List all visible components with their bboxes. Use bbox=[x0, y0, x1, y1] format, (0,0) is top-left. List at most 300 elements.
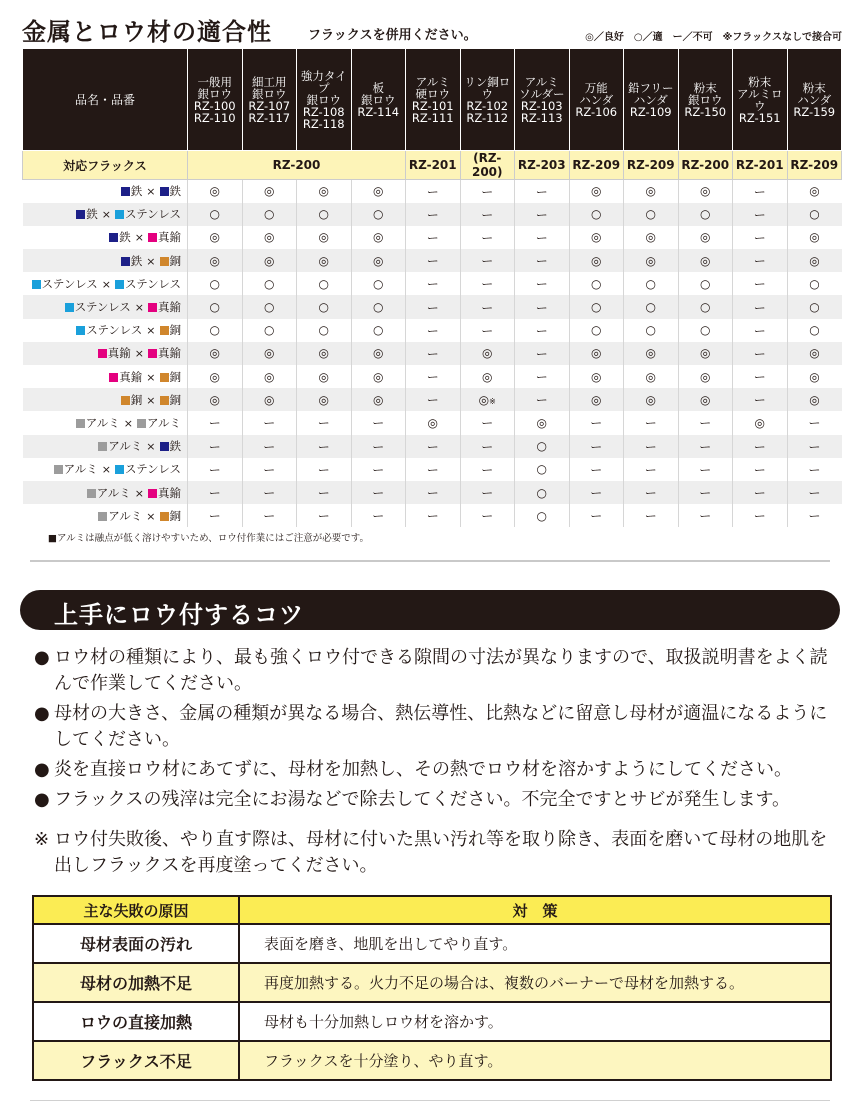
flux-cell: RZ-209 bbox=[787, 151, 842, 180]
compat-mark: ○ bbox=[242, 319, 297, 342]
compat-mark: ◎ bbox=[297, 180, 352, 203]
product-column-header: アルミ ソルダー RZ-103 RZ-113 bbox=[515, 49, 570, 151]
note-star: ※ bbox=[489, 396, 496, 406]
compat-mark: ◎ bbox=[242, 226, 297, 249]
product-column-header: 鉛フリー ハンダ RZ-109 bbox=[624, 49, 679, 151]
flux-cell: RZ-200 bbox=[188, 151, 406, 180]
compat-mark: ◎ bbox=[188, 180, 243, 203]
material-color-swatch bbox=[121, 396, 130, 405]
compat-mark: ー bbox=[297, 504, 352, 527]
compat-mark: ー bbox=[406, 319, 461, 342]
compat-mark: ○ bbox=[242, 203, 297, 226]
compat-mark: ー bbox=[678, 411, 733, 434]
product-column-header: 細工用 銀ロウ RZ-107 RZ-117 bbox=[242, 49, 297, 151]
material-name: 銅 bbox=[169, 392, 181, 407]
compat-mark: ◎ bbox=[569, 226, 624, 249]
compat-mark: ○ bbox=[515, 435, 570, 458]
material-pair bbox=[23, 388, 188, 411]
material-name: アルミ bbox=[108, 439, 143, 454]
cross-separator: × bbox=[146, 440, 156, 454]
material-name: 真鍮 bbox=[158, 346, 181, 361]
compat-mark: ◎ bbox=[188, 226, 243, 249]
material-color-swatch bbox=[148, 349, 157, 358]
bullet-icon: ● bbox=[34, 759, 50, 780]
compat-mark: ー bbox=[351, 458, 406, 481]
cross-separator: × bbox=[146, 185, 156, 199]
material-color-swatch bbox=[160, 257, 169, 266]
compat-mark: ◎ bbox=[569, 388, 624, 411]
compat-mark: ◎※ bbox=[460, 388, 515, 411]
compat-mark: ◎ bbox=[297, 388, 352, 411]
material-color-swatch bbox=[115, 280, 124, 289]
compat-mark: ○ bbox=[351, 272, 406, 295]
material-name: ステンレス bbox=[124, 207, 181, 222]
material-pair bbox=[23, 411, 188, 434]
cross-separator: × bbox=[146, 370, 156, 384]
compat-mark: ○ bbox=[787, 272, 842, 295]
compat-mark: ー bbox=[406, 504, 461, 527]
material-color-swatch bbox=[160, 326, 169, 335]
flux-cell: RZ-201 bbox=[733, 151, 788, 180]
fix-cell: フラックスを十分塗り、やり直す。 bbox=[239, 1041, 831, 1080]
compat-mark: ◎ bbox=[242, 180, 297, 203]
material-name: 真鍮 bbox=[158, 230, 181, 245]
cross-separator: × bbox=[101, 463, 111, 477]
flux-label: 対応フラックス bbox=[23, 151, 188, 180]
compat-mark: ー bbox=[624, 435, 679, 458]
compat-mark: ー bbox=[624, 481, 679, 504]
cross-separator: × bbox=[101, 277, 111, 291]
compat-mark: ー bbox=[406, 249, 461, 272]
material-pair bbox=[23, 481, 188, 504]
material-name: 銅 bbox=[169, 508, 181, 523]
compat-mark: ー bbox=[787, 435, 842, 458]
compat-mark: ー bbox=[624, 504, 679, 527]
compat-mark: ー bbox=[188, 504, 243, 527]
material-name: 鉄 bbox=[169, 184, 181, 199]
compat-mark: ◎ bbox=[297, 226, 352, 249]
cross-separator: × bbox=[146, 254, 156, 268]
material-name: 銅 bbox=[169, 323, 181, 338]
flux-cell: RZ-209 bbox=[624, 151, 679, 180]
cross-separator: × bbox=[134, 231, 144, 245]
product-column-header: 一般用 銀ロウ RZ-100 RZ-110 bbox=[188, 49, 243, 151]
compat-mark: ー bbox=[188, 411, 243, 434]
material-name: アルミ bbox=[96, 485, 131, 500]
note-mark: ※ bbox=[34, 829, 50, 850]
compat-mark: ◎ bbox=[515, 411, 570, 434]
cross-separator: × bbox=[134, 347, 144, 361]
compat-mark: ○ bbox=[569, 272, 624, 295]
product-name-header: 品名・品番 bbox=[23, 49, 188, 151]
compat-mark: ー bbox=[733, 249, 788, 272]
compat-mark: ー bbox=[569, 435, 624, 458]
compat-mark: ー bbox=[733, 388, 788, 411]
cross-separator: × bbox=[146, 393, 156, 407]
compat-mark: ○ bbox=[188, 272, 243, 295]
compat-mark: ー bbox=[460, 481, 515, 504]
table-row bbox=[23, 249, 842, 272]
compat-mark: ◎ bbox=[787, 342, 842, 365]
table-row bbox=[23, 481, 842, 504]
compat-mark: ○ bbox=[624, 295, 679, 318]
compat-mark: ー bbox=[297, 435, 352, 458]
compat-mark: ◎ bbox=[188, 249, 243, 272]
compat-mark: ◎ bbox=[678, 180, 733, 203]
compat-mark: ー bbox=[460, 249, 515, 272]
tip-item bbox=[34, 787, 834, 813]
table-row bbox=[23, 504, 842, 527]
compat-mark: ー bbox=[297, 481, 352, 504]
material-name: 鉄 bbox=[130, 253, 143, 268]
product-column-header: 万能 ハンダ RZ-106 bbox=[569, 49, 624, 151]
compat-mark: ー bbox=[242, 481, 297, 504]
compat-mark: ー bbox=[515, 203, 570, 226]
material-color-swatch bbox=[98, 442, 107, 451]
aluminum-footnote: ■アルミは融点が低く溶けやすいため、ロウ付作業にはご注意が必要です。 bbox=[48, 533, 369, 544]
material-name: 銅 bbox=[130, 392, 143, 407]
compat-mark: ◎ bbox=[569, 249, 624, 272]
compat-mark: ー bbox=[460, 435, 515, 458]
compat-mark: ◎ bbox=[242, 388, 297, 411]
bottom-divider bbox=[30, 1100, 830, 1101]
compat-mark: ○ bbox=[351, 203, 406, 226]
material-name: ステンレス bbox=[124, 276, 181, 291]
compat-mark: ー bbox=[242, 411, 297, 434]
compat-mark: ー bbox=[297, 458, 352, 481]
material-name: 鉄 bbox=[86, 207, 98, 222]
compat-mark: ー bbox=[460, 411, 515, 434]
flux-cell: RZ-201 bbox=[406, 151, 461, 180]
compat-mark: ー bbox=[515, 295, 570, 318]
material-color-swatch bbox=[160, 396, 169, 405]
compat-mark: ー bbox=[787, 458, 842, 481]
compat-mark: ◎ bbox=[624, 249, 679, 272]
material-color-swatch bbox=[76, 326, 85, 335]
compat-mark: ◎ bbox=[678, 388, 733, 411]
compat-mark: ー bbox=[242, 504, 297, 527]
tips-list bbox=[34, 645, 834, 883]
compat-mark: ◎ bbox=[787, 226, 842, 249]
compat-mark: ○ bbox=[678, 203, 733, 226]
compat-mark: ー bbox=[733, 180, 788, 203]
compat-mark: ◎ bbox=[569, 365, 624, 388]
compat-mark: ◎ bbox=[678, 249, 733, 272]
compat-mark: ー bbox=[351, 435, 406, 458]
flux-cell: RZ-203 bbox=[515, 151, 570, 180]
compat-mark: ー bbox=[733, 203, 788, 226]
material-color-swatch bbox=[160, 373, 169, 382]
compat-mark: ◎ bbox=[569, 342, 624, 365]
product-column-header: 粉末 ハンダ RZ-159 bbox=[787, 49, 842, 151]
tips-heading-bar bbox=[20, 590, 840, 630]
compat-mark: ー bbox=[733, 504, 788, 527]
compat-mark: ー bbox=[406, 388, 461, 411]
material-color-swatch bbox=[160, 512, 169, 521]
table-row bbox=[23, 295, 842, 318]
note-text: ロウ付失敗後、やり直す際は、母材に付いた黒い汚れ等を取り除き、表面を磨いて母材の地肌を出しフラックスを再度塗ってください。 bbox=[54, 829, 828, 876]
table-row bbox=[23, 342, 842, 365]
tip-item bbox=[34, 701, 834, 753]
compat-mark: ○ bbox=[297, 203, 352, 226]
flux-cell: RZ-200 bbox=[678, 151, 733, 180]
cause-cell: ロウの直接加熱 bbox=[33, 1002, 239, 1041]
compat-mark: ◎ bbox=[787, 180, 842, 203]
compat-mark: ◎ bbox=[733, 411, 788, 434]
material-color-swatch bbox=[76, 419, 85, 428]
material-name: 真鍮 bbox=[158, 485, 181, 500]
compat-mark: ◎ bbox=[297, 365, 352, 388]
table-row bbox=[23, 365, 842, 388]
material-name: ステンレス bbox=[74, 300, 131, 315]
material-pair bbox=[23, 249, 188, 272]
material-color-swatch bbox=[148, 303, 157, 312]
material-name: ステンレス bbox=[86, 323, 143, 338]
compat-mark: ◎ bbox=[297, 342, 352, 365]
compat-mark: ○ bbox=[351, 319, 406, 342]
cause-cell: 母材の加熱不足 bbox=[33, 963, 239, 1002]
compat-mark: ー bbox=[733, 435, 788, 458]
compat-mark: ー bbox=[733, 481, 788, 504]
material-name: 鉄 bbox=[119, 230, 131, 245]
product-column-header: リン銅ロウ RZ-102 RZ-112 bbox=[460, 49, 515, 151]
compat-mark: ○ bbox=[297, 295, 352, 318]
material-pair bbox=[23, 226, 188, 249]
compat-mark: ◎ bbox=[678, 226, 733, 249]
compat-mark: ○ bbox=[624, 203, 679, 226]
product-column-header: 粉末 銀ロウ RZ-150 bbox=[678, 49, 733, 151]
material-pair bbox=[23, 458, 188, 481]
material-pair bbox=[23, 272, 188, 295]
compat-mark: ー bbox=[569, 411, 624, 434]
compat-mark: ○ bbox=[787, 319, 842, 342]
compat-mark: ー bbox=[515, 272, 570, 295]
compat-mark: ◎ bbox=[242, 342, 297, 365]
material-color-swatch bbox=[121, 187, 130, 196]
compat-mark: ー bbox=[460, 226, 515, 249]
compat-mark: ー bbox=[569, 504, 624, 527]
material-color-swatch bbox=[160, 442, 169, 451]
symbol-legend: ◎／良好 ○／適 ー／不可 ※フラックスなしで接合可 bbox=[585, 32, 842, 43]
material-color-swatch bbox=[137, 419, 146, 428]
compat-mark: ー bbox=[515, 365, 570, 388]
cross-separator: × bbox=[123, 416, 133, 430]
retry-note bbox=[34, 827, 834, 879]
compat-mark: ー bbox=[515, 249, 570, 272]
material-name: 鉄 bbox=[169, 439, 181, 454]
compat-mark: ー bbox=[188, 481, 243, 504]
compat-mark: ◎ bbox=[351, 180, 406, 203]
material-name: 真鍮 bbox=[107, 346, 131, 361]
tip-text: フラックスの残滓は完全にお湯などで除去してください。不完全ですとサビが発生します。 bbox=[54, 789, 791, 810]
compat-mark: ー bbox=[460, 504, 515, 527]
material-color-swatch bbox=[32, 280, 41, 289]
compat-mark: ー bbox=[733, 365, 788, 388]
table-row bbox=[23, 411, 842, 434]
compat-mark: ー bbox=[515, 342, 570, 365]
bullet-icon: ● bbox=[34, 647, 50, 668]
table-row bbox=[23, 319, 842, 342]
compat-mark: ー bbox=[569, 481, 624, 504]
table-row bbox=[23, 388, 842, 411]
compat-mark: ◎ bbox=[351, 342, 406, 365]
compat-mark: ー bbox=[297, 411, 352, 434]
compat-mark: ー bbox=[569, 458, 624, 481]
compat-mark: ー bbox=[406, 180, 461, 203]
compat-mark: ー bbox=[515, 180, 570, 203]
compat-mark: ー bbox=[678, 504, 733, 527]
compat-mark: ー bbox=[733, 295, 788, 318]
table-row bbox=[23, 272, 842, 295]
compat-mark: ー bbox=[678, 435, 733, 458]
compat-mark: ◎ bbox=[460, 342, 515, 365]
material-pair bbox=[23, 342, 188, 365]
compat-mark: ○ bbox=[351, 295, 406, 318]
fix-header: 対 策 bbox=[239, 896, 831, 924]
compat-mark: ○ bbox=[188, 319, 243, 342]
material-color-swatch bbox=[65, 303, 74, 312]
compat-mark: ー bbox=[351, 411, 406, 434]
material-color-swatch bbox=[148, 489, 157, 498]
material-name: ステンレス bbox=[124, 462, 181, 477]
table-row bbox=[23, 203, 842, 226]
compat-mark: ◎ bbox=[242, 249, 297, 272]
bullet-icon: ● bbox=[34, 703, 50, 724]
compat-mark: ○ bbox=[678, 319, 733, 342]
compat-mark: ー bbox=[733, 226, 788, 249]
cause-header: 主な失敗の原因 bbox=[33, 896, 239, 924]
compat-mark: ◎ bbox=[188, 388, 243, 411]
compat-mark: ○ bbox=[624, 272, 679, 295]
fix-cell: 表面を磨き、地肌を出してやり直す。 bbox=[239, 924, 831, 963]
compat-mark: ○ bbox=[188, 295, 243, 318]
material-color-swatch bbox=[115, 465, 124, 474]
compat-mark: ○ bbox=[297, 319, 352, 342]
compat-mark: ー bbox=[515, 319, 570, 342]
compat-mark: ー bbox=[460, 319, 515, 342]
material-name: 銅 bbox=[169, 369, 181, 384]
material-pair bbox=[23, 504, 188, 527]
compat-mark: ◎ bbox=[624, 388, 679, 411]
compat-mark: ー bbox=[406, 435, 461, 458]
bullet-icon: ● bbox=[34, 789, 50, 810]
compat-mark: ◎ bbox=[678, 365, 733, 388]
cross-separator: × bbox=[134, 301, 144, 315]
tip-item bbox=[34, 645, 834, 697]
compat-mark: ○ bbox=[188, 203, 243, 226]
material-pair bbox=[23, 203, 188, 226]
fix-cell: 再度加熱する。火力不足の場合は、複数のバーナーで母材を加熱する。 bbox=[239, 963, 831, 1002]
compat-mark: ー bbox=[188, 435, 243, 458]
material-pair bbox=[23, 295, 188, 318]
material-color-swatch bbox=[54, 465, 63, 474]
failure-causes-table bbox=[32, 895, 832, 1081]
compat-mark: ー bbox=[351, 504, 406, 527]
compat-mark: ー bbox=[624, 411, 679, 434]
material-name: 鉄 bbox=[130, 184, 143, 199]
compat-mark: ◎ bbox=[787, 249, 842, 272]
compat-mark: ○ bbox=[787, 295, 842, 318]
cause-cell: 母材表面の汚れ bbox=[33, 924, 239, 963]
product-column-header: 強力タイプ 銀ロウ RZ-108 RZ-118 bbox=[297, 49, 352, 151]
compat-mark: ○ bbox=[515, 504, 570, 527]
compat-mark: ○ bbox=[678, 295, 733, 318]
tips-title: 上手にロウ付するコツ bbox=[54, 601, 304, 629]
compat-mark: ー bbox=[351, 481, 406, 504]
product-column-header: アルミ 硬ロウ RZ-101 RZ-111 bbox=[406, 49, 461, 151]
compat-mark: ◎ bbox=[624, 365, 679, 388]
compat-mark: ー bbox=[460, 272, 515, 295]
compat-mark: ー bbox=[406, 342, 461, 365]
material-color-swatch bbox=[109, 373, 118, 382]
compat-mark: ー bbox=[406, 365, 461, 388]
material-color-swatch bbox=[121, 257, 130, 266]
compat-mark: ー bbox=[460, 180, 515, 203]
material-name: アルミ bbox=[85, 415, 120, 430]
cross-separator: × bbox=[146, 509, 156, 523]
material-color-swatch bbox=[160, 187, 169, 196]
material-pair bbox=[23, 319, 188, 342]
compat-mark: ○ bbox=[787, 203, 842, 226]
compat-mark: ◎ bbox=[624, 226, 679, 249]
compat-mark: ○ bbox=[242, 295, 297, 318]
compat-mark: ー bbox=[242, 435, 297, 458]
cross-separator: × bbox=[134, 486, 144, 500]
compat-mark: ◎ bbox=[569, 180, 624, 203]
compat-mark: ◎ bbox=[678, 342, 733, 365]
tip-text: 母材の大きさ、金属の種類が異なる場合、熱伝導性、比熱などに留意し母材が適温になるようにしてください。 bbox=[54, 703, 828, 750]
material-name: 真鍮 bbox=[158, 300, 181, 315]
compat-mark: ー bbox=[406, 481, 461, 504]
compat-mark: ◎ bbox=[297, 249, 352, 272]
material-name: ステンレス bbox=[41, 276, 98, 291]
material-name: 真鍮 bbox=[119, 369, 143, 384]
compat-mark: ー bbox=[460, 203, 515, 226]
compat-mark: ◎ bbox=[242, 365, 297, 388]
cause-cell: フラックス不足 bbox=[33, 1041, 239, 1080]
compat-mark: ー bbox=[678, 481, 733, 504]
compat-mark: ○ bbox=[569, 203, 624, 226]
cross-separator: × bbox=[101, 208, 111, 222]
table-row bbox=[23, 458, 842, 481]
material-name: 銅 bbox=[169, 253, 181, 268]
material-color-swatch bbox=[76, 210, 85, 219]
material-pair bbox=[23, 365, 188, 388]
material-pair bbox=[23, 180, 188, 203]
compat-mark: ー bbox=[406, 226, 461, 249]
material-color-swatch bbox=[148, 233, 157, 242]
compatibility-table bbox=[22, 48, 842, 527]
compat-mark: ◎ bbox=[351, 249, 406, 272]
compat-mark: ー bbox=[242, 458, 297, 481]
compat-mark: ー bbox=[460, 295, 515, 318]
compat-mark: ー bbox=[733, 458, 788, 481]
compat-mark: ◎ bbox=[787, 388, 842, 411]
compat-mark: ○ bbox=[515, 458, 570, 481]
compat-mark: ー bbox=[733, 319, 788, 342]
table-row bbox=[23, 180, 842, 203]
material-name: アルミ bbox=[63, 462, 98, 477]
compat-mark: ー bbox=[406, 458, 461, 481]
tip-text: 炎を直接ロウ材にあてずに、母材を加熱し、その熱でロウ材を溶かすようにしてください。 bbox=[54, 759, 792, 780]
compat-mark: ー bbox=[460, 458, 515, 481]
table-row bbox=[23, 435, 842, 458]
compat-mark: ○ bbox=[242, 272, 297, 295]
compat-mark: ○ bbox=[624, 319, 679, 342]
material-pair bbox=[23, 435, 188, 458]
material-name: アルミ bbox=[108, 508, 143, 523]
compat-mark: ◎ bbox=[188, 365, 243, 388]
